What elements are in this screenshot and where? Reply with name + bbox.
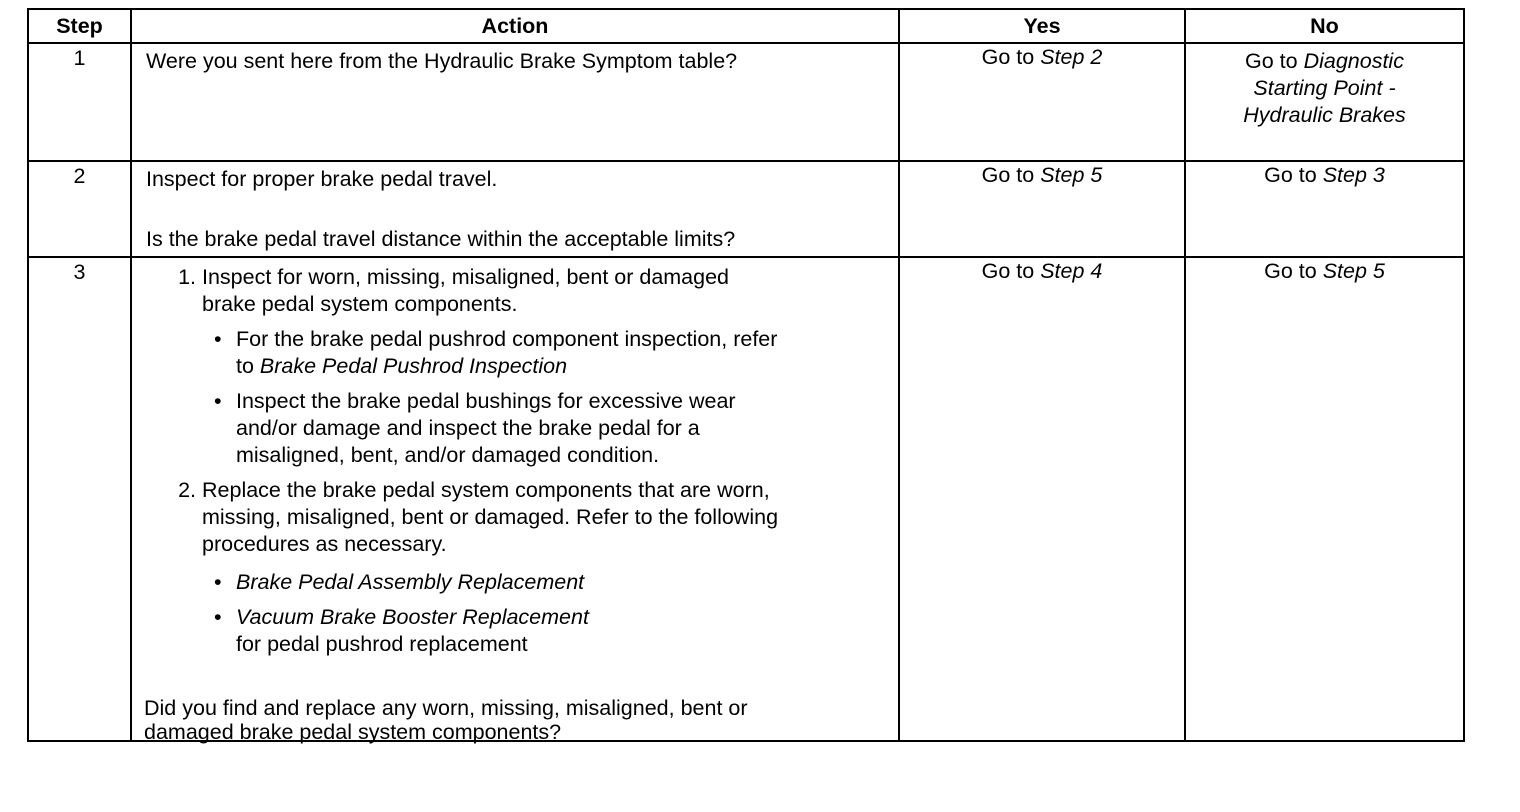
yes-cell: [899, 161, 1185, 257]
pushrod-inspection-link[interactable]: Brake Pedal Pushrod Inspection: [259, 354, 568, 378]
bullet-item: • For the brake pedal pushrod component inspection, refer to Brake Pedal Pushrod Inspection: [214, 327, 778, 378]
no-prefix: Go to: [1264, 163, 1323, 187]
yes-prefix: Go to: [981, 163, 1041, 187]
no-cell: [1185, 257, 1464, 741]
vacuum-booster-replacement-link[interactable]: Vacuum Brake Booster Replacement: [236, 605, 589, 629]
action-text-line2: Is the brake pedal travel distance within the acceptable limits?: [146, 227, 736, 251]
list-item-2: 2. Replace the brake pedal system components that are worn, missing, misaligned, bent or damaged. Refer to the following procedures as necessary.: [178, 478, 779, 556]
step-number: 2: [28, 161, 131, 257]
diagnostic-table: [27, 8, 1465, 742]
no-link-line3[interactable]: Hydraulic Brakes: [1243, 103, 1406, 127]
yes-step-link[interactable]: Step 2: [1040, 45, 1103, 69]
step-number: 1: [28, 43, 131, 161]
header-row: [28, 9, 1464, 43]
bullet-icon: •: [214, 389, 222, 413]
table-row: [28, 43, 1464, 161]
yes-prefix: Go to: [981, 259, 1041, 283]
action-text-line1: Inspect for proper brake pedal travel.: [146, 167, 498, 191]
bullet-item: [214, 569, 888, 596]
header-action: Action: [131, 9, 899, 43]
table-row: [28, 257, 1464, 741]
no-step-link[interactable]: Step 5: [1322, 259, 1385, 283]
no-cell: [1185, 43, 1464, 161]
no-link-line2[interactable]: Starting Point -: [1253, 76, 1396, 100]
bullet-item: • Inspect the brake pedal bushings for excessive wear and/or damage and inspect the brake pedal for a misaligned, bent, and/or damaged condition.: [214, 389, 736, 467]
bullet-icon: •: [214, 327, 222, 351]
action-cell: [131, 257, 899, 744]
yes-step-link[interactable]: Step 4: [1040, 259, 1103, 283]
action-cell: [131, 161, 899, 257]
header-yes: Yes: [899, 9, 1185, 43]
pedal-assembly-replacement-link[interactable]: Brake Pedal Assembly Replacement: [236, 570, 585, 594]
table-row: [28, 161, 1464, 257]
yes-cell: [899, 257, 1185, 741]
question-text: Did you find and replace any worn, missing, misaligned, bent or damaged brake pedal system components?: [144, 696, 748, 744]
yes-cell: [899, 43, 1185, 161]
bullet-icon: •: [214, 570, 222, 594]
no-cell: [1185, 161, 1464, 257]
bullet-icon: •: [214, 605, 222, 629]
no-prefix: Go to: [1264, 259, 1323, 283]
no-step-link[interactable]: Step 3: [1322, 163, 1385, 187]
no-link-line1[interactable]: Go to Diagnostic: [1245, 49, 1404, 73]
bullet-item: • Vacuum Brake Booster Replacement for pedal pushrod replacement: [236, 604, 888, 658]
list-item-1: 1. Inspect for worn, missing, misaligned, bent or damaged brake pedal system components.: [178, 265, 730, 316]
header-step: Step: [28, 9, 131, 43]
yes-prefix: Go to: [981, 45, 1041, 69]
action-cell: [131, 43, 899, 161]
step-number: 3: [28, 257, 131, 741]
header-no: No: [1185, 9, 1464, 43]
yes-step-link[interactable]: Step 5: [1040, 163, 1103, 187]
action-text: Were you sent here from the Hydraulic Brake Symptom table?: [146, 49, 738, 73]
